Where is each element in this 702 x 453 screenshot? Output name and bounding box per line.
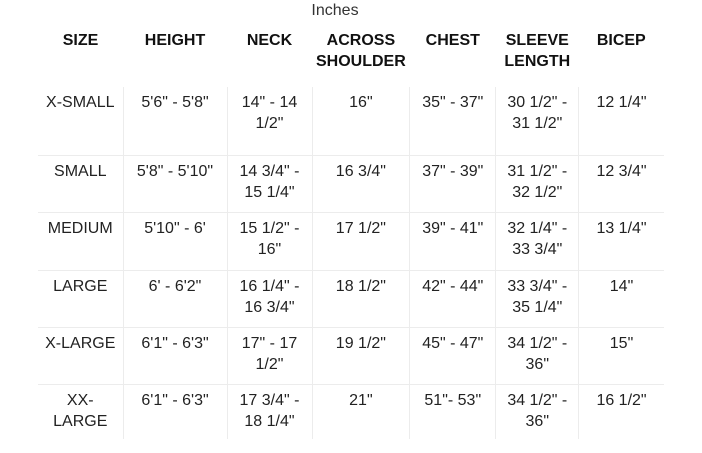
header-height: HEIGHT — [144, 32, 206, 49]
cell-chest: 37" - 39" — [410, 155, 496, 212]
size-chart-table — [38, 24, 664, 439]
cell-chest: 45" - 47" — [410, 327, 496, 384]
cell-neck: 17 3/4" - 18 1/4" — [227, 384, 312, 439]
cell-chest: 35" - 37" — [410, 87, 496, 155]
cell-chest: 42" - 44" — [410, 270, 496, 327]
header-chest: CHEST — [425, 32, 480, 49]
cell-chest: 39" - 41" — [410, 212, 496, 270]
table-row — [38, 384, 664, 439]
cell-height: 6'1" - 6'3" — [123, 327, 227, 384]
cell-across-shoulder: 19 1/2" — [312, 327, 410, 384]
cell-height: 5'10" - 6' — [123, 212, 227, 270]
cell-sleeve-length: 31 1/2" - 32 1/2" — [496, 155, 579, 212]
table-row — [38, 87, 664, 155]
cell-sleeve-length: 32 1/4" - 33 3/4" — [496, 212, 579, 270]
table-row — [38, 270, 664, 327]
cell-size: SMALL — [38, 155, 123, 212]
table-row — [38, 212, 664, 270]
header-bicep: BICEP — [596, 32, 646, 49]
cell-sleeve-length: 33 3/4" - 35 1/4" — [496, 270, 579, 327]
table-caption: Inches — [311, 2, 359, 19]
cell-bicep: 16 1/2" — [596, 391, 647, 409]
header-size: SIZE — [62, 32, 99, 49]
cell-height: 5'6" - 5'8" — [123, 87, 227, 155]
cell-bicep: 12 3/4" — [579, 155, 664, 212]
cell-neck: 14 3/4" - 15 1/4" — [227, 155, 312, 212]
table-row — [38, 155, 664, 212]
cell-bicep: 15" — [579, 327, 664, 384]
cell-neck: 17" - 17 1/2" — [227, 327, 312, 384]
cell-across-shoulder: 16" — [312, 87, 410, 155]
cell-bicep: 13 1/4" — [579, 212, 664, 270]
cell-neck: 14" - 14 1/2" — [227, 87, 312, 155]
header-across-shoulder: ACROSS SHOULDER — [316, 32, 406, 70]
cell-size: MEDIUM — [38, 212, 123, 270]
cell-size: LARGE — [38, 270, 123, 327]
cell-across-shoulder: 17 1/2" — [312, 212, 410, 270]
table-row — [38, 327, 664, 384]
cell-size: X-SMALL — [38, 87, 123, 155]
cell-sleeve-length: 34 1/2" - 36" — [496, 384, 579, 439]
cell-sleeve-length: 30 1/2" - 31 1/2" — [496, 87, 579, 155]
cell-across-shoulder: 21" — [312, 384, 410, 439]
cell-height: 5'8" - 5'10" — [123, 155, 227, 212]
cell-bicep: 14" — [579, 270, 664, 327]
cell-height: 6'1" - 6'3" — [123, 384, 227, 439]
cell-size: X-LARGE — [38, 327, 123, 384]
cell-bicep: 12 1/4" — [579, 87, 664, 155]
cell-height: 6' - 6'2" — [123, 270, 227, 327]
cell-across-shoulder: 18 1/2" — [312, 270, 410, 327]
cell-chest: 51"- 53" — [410, 384, 496, 439]
header-sleeve-length: SLEEVE LENGTH — [504, 32, 571, 70]
cell-neck: 15 1/2" - 16" — [227, 212, 312, 270]
cell-sleeve-length: 34 1/2" - 36" — [496, 327, 579, 384]
cell-neck: 16 1/4" - 16 3/4" — [227, 270, 312, 327]
cell-across-shoulder: 16 3/4" — [312, 155, 410, 212]
header-neck: NECK — [246, 32, 293, 49]
cell-size: XX-LARGE — [38, 384, 123, 439]
header-row — [38, 24, 664, 87]
